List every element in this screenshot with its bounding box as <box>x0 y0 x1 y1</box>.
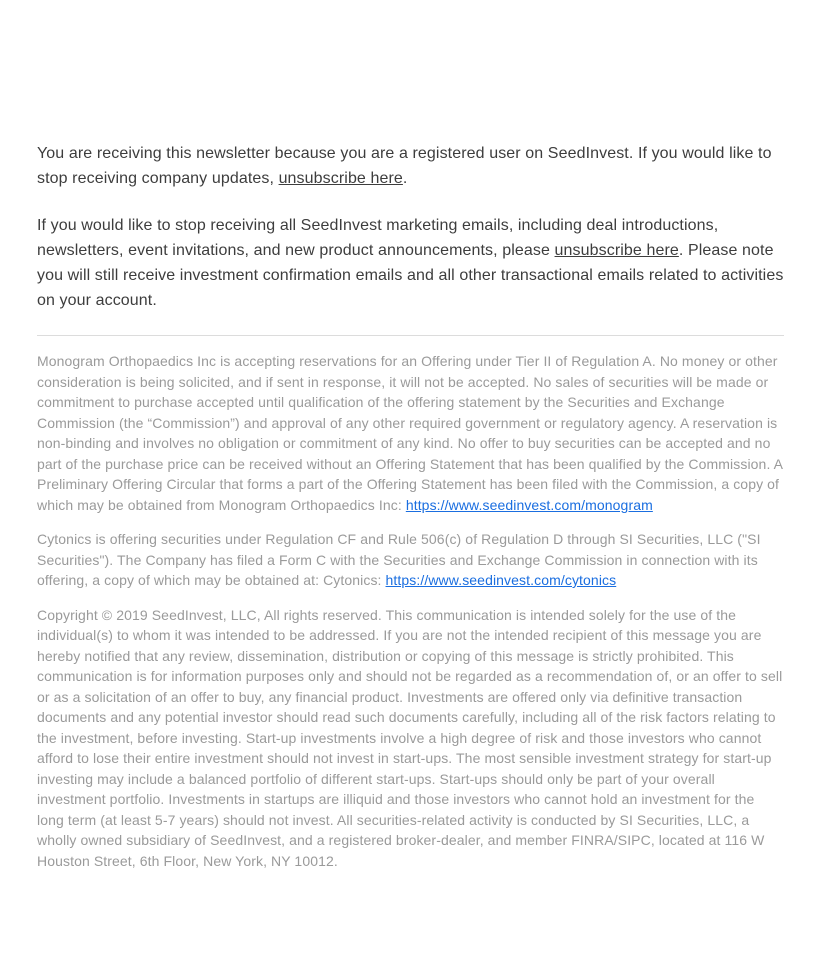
registered-user-notice-text: You are receiving this newsletter because you are a registered user on SeedInvest. If you would like to stop receiving company updates, <box>37 145 772 187</box>
marketing-emails-notice-tail: . Please note you will still receive investment confirmation emails and all other transactional emails related to activities on your account. <box>37 242 784 309</box>
cytonics-offering-link[interactable]: https://www.seedinvest.com/cytonics <box>385 572 617 588</box>
unsubscribe-marketing-link[interactable]: unsubscribe here <box>554 242 679 259</box>
registered-user-notice <box>37 141 784 191</box>
cytonics-disclosure-text: Cytonics is offering securities under Regulation CF and Rule 506(c) of Regulation D through SI Securities, LLC ("SI Securities"). The Company has filed a Form C with the Securities and Exchange Commission in connection with its offering, a copy of which may be obtained at: Cytonics: <box>37 531 761 588</box>
cytonics-disclosure <box>37 529 784 591</box>
registered-user-notice-period: . <box>402 170 408 187</box>
copyright-disclaimer-text: Copyright © 2019 SeedInvest, LLC, All rights reserved. This communication is intended solely for the use of the individual(s) to whom it was intended to be addressed. If you are not the intended recipient of this message you are hereby notified that any review, dissemination, distribution or copying of this message is strictly prohibited. This communication is for information purposes only and should not be regarded as a recommendation of, or an offer to sell or as a solicitation of an offer to buy, any financial product. Investments are offered only via definitive transaction documents and any potential investor should read such documents carefully, including all of the risk factors relating to the investment, before investing. Start-up investments involve a high degree of risk and those investors who cannot afford to lose their entire investment should not invest in start-ups. The most sensible investment strategy for start-up investing may include a balanced portfolio of different start-ups. Start-ups should only be part of your overall investment portfolio. Investments in startups are illiquid and those investors who cannot hold an investment for the long term (at least 5-7 years) should not invest. All securities-related activity is conducted by SI Securities, LLC, a wholly owned subsidiary of SeedInvest, and a registered broker-dealer, and member FINRA/SIPC, located at 116 W Houston Street, 6th Floor, New York, NY 10012. <box>37 606 783 869</box>
legal-disclosures <box>37 351 784 871</box>
monogram-disclosure <box>37 351 784 515</box>
unsubscribe-company-updates-link[interactable]: unsubscribe here <box>278 170 403 187</box>
marketing-emails-notice-text: If you would like to stop receiving all SeedInvest marketing emails, including deal introductions, newsletters, event invitations, and new product announcements, please <box>37 217 719 259</box>
monogram-offering-link[interactable]: https://www.seedinvest.com/monogram <box>405 496 653 513</box>
section-divider <box>37 335 784 336</box>
copyright-disclaimer <box>37 605 784 872</box>
monogram-disclosure-text: Monogram Orthopaedics Inc is accepting reservations for an Offering under Tier II of Regulation A. No money or other consideration is being solicited, and if sent in response, it will not be accepted. No sales of securities will be made or commitment to purchase accepted until qualification of the offering statement by the Securities and Exchange Commission (the “Commission”) and approval of any other required government or regulatory agency. A reservation is non-binding and involves no obligation or commitment of any kind. No offer to buy securities can be accepted and no part of the purchase price can be received without an Offering Statement that has been qualified by the Commission. A Preliminary Offering Circular that forms a part of the Offering Statement has been filed with the Commission, a copy of which may be obtained from Monogram Orthopaedics Inc: <box>37 353 783 513</box>
marketing-emails-notice <box>37 213 784 313</box>
